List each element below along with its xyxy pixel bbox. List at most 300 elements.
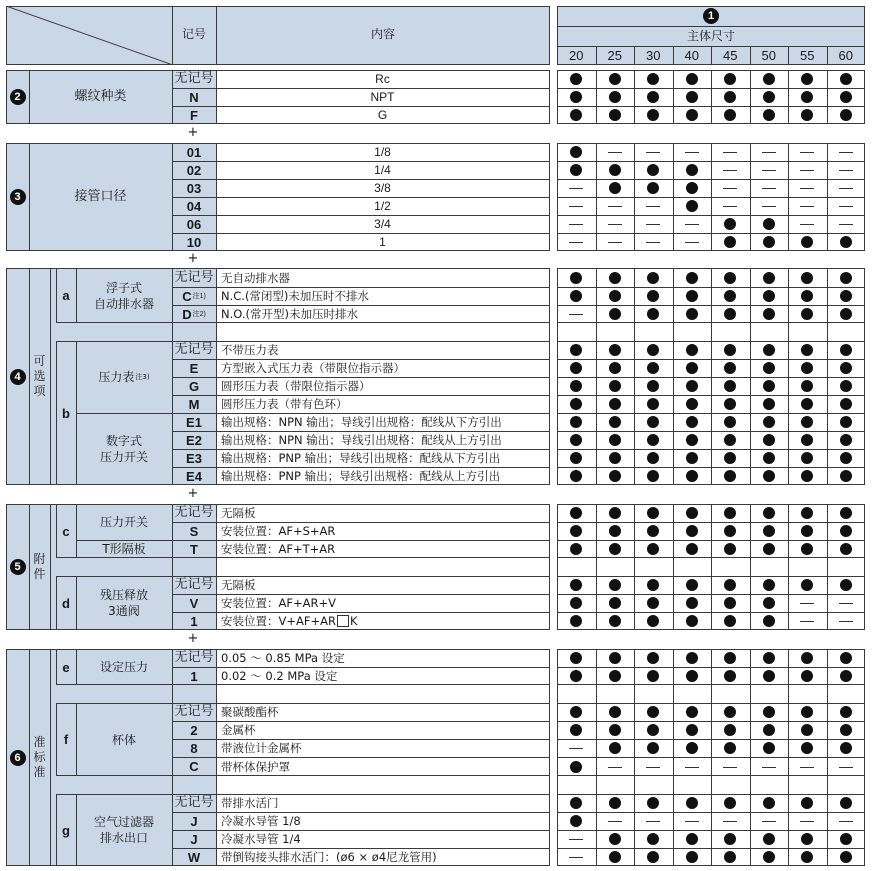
- size-divider: [827, 70, 828, 124]
- option-code: [172, 612, 216, 630]
- option-code-text: 06: [186, 216, 202, 232]
- available-dot: [763, 272, 775, 284]
- size-40-header: 40: [684, 48, 699, 63]
- plus-sign: +: [187, 125, 199, 140]
- size-divider: [596, 46, 597, 65]
- available-dot: [686, 797, 698, 809]
- row-line: [557, 377, 865, 378]
- option-code-text: 1: [190, 613, 198, 629]
- row-line: [557, 830, 865, 831]
- size-divider: [711, 70, 712, 124]
- unavailable-dash: [800, 170, 814, 171]
- available-dot: [609, 579, 621, 591]
- available-dot: [686, 200, 698, 212]
- available-dot: [763, 416, 775, 428]
- size-25-header: 25: [607, 48, 622, 63]
- available-dot: [763, 706, 775, 718]
- row-line: [557, 359, 865, 360]
- option-code-text: M: [188, 396, 200, 412]
- available-dot: [763, 91, 775, 103]
- subsection-f-letter: f: [63, 732, 69, 747]
- available-dot: [609, 380, 621, 392]
- plus-sign: +: [187, 251, 199, 266]
- row-line: [557, 467, 865, 468]
- available-dot: [763, 724, 775, 736]
- available-dot: [763, 670, 775, 682]
- available-dot: [763, 308, 775, 320]
- size-divider: [673, 46, 674, 65]
- size-divider: [827, 576, 828, 630]
- unavailable-dash: [685, 821, 699, 822]
- available-dot: [763, 470, 775, 482]
- available-dot: [570, 761, 582, 773]
- available-dot: [686, 543, 698, 555]
- option-code-text: 无记号: [174, 795, 214, 810]
- unavailable-dash: [762, 152, 776, 153]
- option-code: [172, 233, 216, 251]
- row-line: [557, 215, 865, 216]
- option-description: 1/4: [374, 163, 391, 177]
- option-description: N.O.(常开型)未加压时排水: [221, 307, 358, 321]
- size-divider: [750, 268, 751, 323]
- unavailable-dash: [839, 603, 853, 604]
- size-divider: [788, 576, 789, 630]
- available-dot: [609, 543, 621, 555]
- available-dot: [840, 724, 852, 736]
- available-dot: [686, 164, 698, 176]
- available-dot: [686, 290, 698, 302]
- description-text: 安装位置：V+AF+AR: [221, 614, 336, 628]
- size-divider: [673, 268, 674, 323]
- size-divider: [711, 268, 712, 323]
- size-divider: [673, 70, 674, 124]
- unavailable-dash: [569, 748, 583, 749]
- available-dot: [840, 579, 852, 591]
- available-dot: [763, 833, 775, 845]
- unavailable-dash: [800, 621, 814, 622]
- unavailable-dash: [800, 603, 814, 604]
- size-divider: [788, 70, 789, 124]
- option-code-text: F: [190, 107, 198, 123]
- option-description: NPT: [370, 90, 395, 104]
- available-dot: [840, 73, 852, 85]
- available-dot: [763, 525, 775, 537]
- option-description: 带液位计金属杯: [221, 741, 302, 755]
- footnote-mark: 注2): [192, 311, 206, 318]
- unavailable-dash: [723, 206, 737, 207]
- available-dot: [609, 272, 621, 284]
- available-dot: [763, 742, 775, 754]
- option-code: [172, 287, 216, 305]
- available-dot: [686, 109, 698, 121]
- unavailable-dash: [646, 821, 660, 822]
- size-divider: [788, 46, 789, 65]
- option-code-text: S: [189, 523, 199, 539]
- option-description: 0.02 ～ 0.2 MPa 设定: [221, 669, 338, 683]
- available-dot: [840, 652, 852, 664]
- unavailable-dash: [800, 224, 814, 225]
- option-group-label: [76, 504, 172, 540]
- row-line: [557, 449, 865, 450]
- available-dot: [686, 308, 698, 320]
- option-description: 冷凝水导管 1/4: [221, 832, 301, 846]
- available-dot: [840, 109, 852, 121]
- available-dot: [686, 670, 698, 682]
- row-line: [557, 287, 865, 288]
- option-group-label: [76, 413, 172, 485]
- section-3-number: [6, 143, 29, 251]
- option-code: [172, 106, 216, 124]
- available-dot: [609, 308, 621, 320]
- available-dot: [686, 706, 698, 718]
- footnote-mark: 注3): [135, 373, 150, 381]
- option-group-text: 压力表: [98, 370, 135, 384]
- row-line: [557, 540, 865, 541]
- row-line: [557, 431, 865, 432]
- available-dot: [840, 706, 852, 718]
- available-dot: [763, 615, 775, 627]
- option-code: [172, 395, 216, 413]
- unavailable-dash: [800, 152, 814, 153]
- plus-sign: +: [187, 486, 199, 501]
- subsection-d-letter: d: [62, 595, 70, 611]
- available-dot: [609, 724, 621, 736]
- body-size-label: 主体尺寸: [686, 29, 735, 43]
- option-description: 输出规格：NPN 输出；导线引出规格：配线从上方引出: [221, 433, 502, 447]
- unavailable-dash: [762, 170, 776, 171]
- available-dot: [840, 398, 852, 410]
- content-column-header: 内容: [370, 27, 395, 41]
- unavailable-dash: [839, 170, 853, 171]
- title-divider: [50, 649, 51, 866]
- option-code: [172, 179, 216, 197]
- available-dot: [840, 362, 852, 374]
- available-dot: [686, 579, 698, 591]
- available-dot: [609, 398, 621, 410]
- unavailable-dash: [723, 152, 737, 153]
- option-group-label: [76, 540, 172, 558]
- available-dot: [686, 833, 698, 845]
- option-code-text: E1: [186, 414, 202, 430]
- option-description: 聚碳酸酯杯: [221, 705, 279, 719]
- available-dot: [609, 434, 621, 446]
- option-description: 带倒钩接头排水活门：(ø6 × ø4尼龙管用): [221, 850, 437, 864]
- size-divider: [673, 504, 674, 558]
- available-dot: [609, 452, 621, 464]
- header-diagonal: [6, 6, 173, 65]
- option-code: [172, 794, 216, 812]
- available-dot: [763, 344, 775, 356]
- option-description: 输出规格：PNP 输出；导线引出规格：配线从上方引出: [221, 469, 501, 483]
- option-code-text: T: [190, 541, 198, 557]
- option-group-text: 空气过滤器 排水出口: [93, 815, 154, 845]
- option-code-text: E2: [186, 432, 202, 448]
- size-divider: [750, 46, 751, 65]
- row-line: [557, 757, 865, 758]
- option-group-text: 浮子式 自动排水器: [93, 280, 154, 311]
- available-dot: [609, 344, 621, 356]
- row-line: [557, 667, 865, 668]
- option-description: 3/8: [374, 181, 391, 195]
- unavailable-dash: [839, 621, 853, 622]
- option-code: [172, 467, 216, 485]
- unavailable-dash: [569, 314, 583, 315]
- unavailable-dash: [800, 206, 814, 207]
- size-divider: [827, 46, 828, 65]
- row-line: [557, 612, 865, 613]
- section-5-title: 附件: [33, 552, 46, 581]
- option-description: 方型嵌入式压力表（带限位指示器）: [221, 361, 405, 375]
- size-30-header: 30: [646, 48, 661, 63]
- section-2-title: 螺纹种类: [74, 89, 127, 104]
- size-60-header: 60: [838, 48, 853, 63]
- size-divider: [750, 504, 751, 558]
- option-description: 带排水活门: [221, 796, 279, 810]
- available-dot: [686, 434, 698, 446]
- available-dot: [763, 398, 775, 410]
- available-dot: [647, 272, 659, 284]
- row-line: [557, 739, 865, 740]
- available-dot: [686, 597, 698, 609]
- available-dot: [763, 452, 775, 464]
- option-code: [172, 341, 216, 359]
- option-group-text: T形隔板: [102, 542, 146, 556]
- size-divider: [634, 46, 635, 65]
- subsection-e-letter: e: [62, 659, 70, 675]
- unavailable-dash: [685, 152, 699, 153]
- available-dot: [840, 851, 852, 863]
- available-dot: [686, 380, 698, 392]
- option-code: [172, 757, 216, 776]
- unavailable-dash: [839, 206, 853, 207]
- option-group-label: [76, 703, 172, 776]
- available-dot: [609, 91, 621, 103]
- footnote-mark: 注1): [192, 293, 206, 300]
- unavailable-dash: [723, 188, 737, 189]
- unavailable-dash: [839, 767, 853, 768]
- section-4-number: [6, 268, 29, 485]
- available-dot: [609, 109, 621, 121]
- size-divider: [711, 46, 712, 65]
- option-code-text: C: [182, 288, 192, 304]
- option-description: 1/2: [374, 199, 391, 213]
- available-dot: [840, 470, 852, 482]
- option-description: 安装位置：AF+AR+V: [221, 596, 336, 610]
- row-line: [557, 812, 865, 813]
- option-code-text: 无记号: [174, 704, 214, 719]
- row-line: [557, 305, 865, 306]
- section-5-number: [6, 504, 29, 630]
- unavailable-dash: [762, 206, 776, 207]
- unavailable-dash: [646, 224, 660, 225]
- number-3-badge: 3: [10, 189, 26, 205]
- section-4-title: 可选项: [33, 354, 46, 398]
- unavailable-dash: [608, 206, 622, 207]
- option-description: 1/8: [374, 145, 391, 159]
- option-code-text: E3: [186, 450, 202, 466]
- available-dot: [840, 797, 852, 809]
- unavailable-dash: [800, 767, 814, 768]
- available-dot: [840, 452, 852, 464]
- available-dot: [763, 851, 775, 863]
- size-divider: [788, 504, 789, 558]
- option-code-text: 无记号: [174, 269, 214, 285]
- number-6-badge: 6: [10, 750, 26, 766]
- available-dot: [686, 73, 698, 85]
- option-description: 输出规格：PNP 输出；导线引出规格：配线从下方引出: [221, 451, 501, 465]
- section-3-title: 接管口径: [74, 189, 127, 204]
- unavailable-dash: [608, 767, 622, 768]
- size-divider: [673, 576, 674, 630]
- unavailable-dash: [569, 857, 583, 858]
- option-code-text: 1: [190, 668, 198, 684]
- available-dot: [686, 724, 698, 736]
- available-dot: [686, 362, 698, 374]
- available-dot: [686, 452, 698, 464]
- row-line: [557, 721, 865, 722]
- available-dot: [763, 380, 775, 392]
- available-dot: [609, 652, 621, 664]
- unavailable-dash: [646, 206, 660, 207]
- size-divider: [750, 70, 751, 124]
- option-code: [172, 848, 216, 866]
- row-line: [557, 522, 865, 523]
- available-dot: [609, 164, 621, 176]
- available-dot: [763, 579, 775, 591]
- unavailable-dash: [685, 767, 699, 768]
- option-description: 3/4: [374, 217, 391, 231]
- available-dot: [763, 543, 775, 555]
- number-1-badge: 1: [703, 8, 719, 24]
- available-dot: [840, 833, 852, 845]
- row-line: [557, 233, 865, 234]
- subsection-a-letter: a: [62, 288, 70, 303]
- option-code: [172, 504, 216, 522]
- available-dot: [609, 833, 621, 845]
- available-dot: [609, 362, 621, 374]
- option-description: N.C.(常闭型)未加压时不排水: [221, 289, 369, 303]
- option-code-text: 无记号: [174, 505, 214, 520]
- option-code: [172, 449, 216, 467]
- option-code-text: J: [190, 831, 198, 847]
- available-dot: [840, 290, 852, 302]
- unavailable-dash: [839, 821, 853, 822]
- available-dot: [840, 507, 852, 519]
- unavailable-dash: [569, 242, 583, 243]
- option-code-text: 8: [190, 740, 198, 756]
- option-code: [172, 667, 216, 685]
- subsection-b-letter: b: [62, 405, 70, 421]
- available-dot: [609, 507, 621, 519]
- row-line: [557, 88, 865, 89]
- size-divider: [634, 70, 635, 124]
- option-code-text: 04: [186, 198, 202, 214]
- unavailable-dash: [569, 188, 583, 189]
- available-dot: [840, 272, 852, 284]
- unavailable-dash: [723, 821, 737, 822]
- unavailable-dash: [685, 242, 699, 243]
- option-description: Rc: [375, 72, 390, 86]
- option-description: 圆形压力表（带有色环）: [221, 397, 348, 411]
- description-text: K: [349, 614, 358, 628]
- option-code: [172, 143, 216, 161]
- size-divider: [596, 576, 597, 630]
- option-code-text: 无记号: [174, 342, 214, 357]
- plus-sign: +: [187, 631, 199, 646]
- available-dot: [686, 470, 698, 482]
- available-dot: [686, 416, 698, 428]
- available-dot: [686, 507, 698, 519]
- option-group-text: 设定压力: [99, 660, 148, 674]
- available-dot: [840, 308, 852, 320]
- unavailable-dash: [762, 767, 776, 768]
- option-code: [172, 812, 216, 830]
- available-dot: [840, 91, 852, 103]
- option-code: [172, 576, 216, 594]
- available-dot: [686, 652, 698, 664]
- size-divider: [596, 70, 597, 124]
- unavailable-dash: [569, 206, 583, 207]
- row-line: [557, 395, 865, 396]
- available-dot: [686, 615, 698, 627]
- option-code: [172, 268, 216, 287]
- option-code: [172, 739, 216, 757]
- option-code: [172, 197, 216, 215]
- available-dot: [763, 434, 775, 446]
- available-dot: [763, 362, 775, 374]
- available-dot: [609, 851, 621, 863]
- option-group-text: 压力开关: [99, 515, 148, 529]
- option-description: 0.05 ～ 0.85 MPa 设定: [221, 651, 345, 665]
- number-2-badge: 2: [10, 89, 26, 105]
- unavailable-dash: [608, 242, 622, 243]
- option-group-label: [76, 268, 172, 323]
- option-group-text: 残压释放 3通阀: [99, 588, 148, 618]
- option-description: 安装位置：AF+S+AR: [221, 524, 336, 538]
- available-dot: [763, 73, 775, 85]
- number-4-badge: 4: [10, 369, 26, 385]
- row-line: [557, 197, 865, 198]
- size-divider: [634, 576, 635, 630]
- available-dot: [840, 344, 852, 356]
- option-description: 不带压力表: [221, 343, 279, 357]
- unavailable-dash: [608, 224, 622, 225]
- row-line: [557, 161, 865, 162]
- option-description: 带杯体保护罩: [221, 759, 290, 774]
- available-dot: [801, 272, 813, 284]
- option-code: [172, 649, 216, 667]
- option-code-text: N: [189, 89, 199, 105]
- size-divider: [711, 576, 712, 630]
- available-dot: [840, 543, 852, 555]
- option-code-text: G: [188, 378, 200, 394]
- available-dot: [609, 670, 621, 682]
- available-dot: [763, 236, 775, 248]
- available-dot: [609, 597, 621, 609]
- size-divider: [634, 504, 635, 558]
- option-code-text: 无记号: [174, 577, 214, 592]
- option-description: 冷凝水导管 1/8: [221, 814, 301, 828]
- option-code-text: 01: [186, 144, 202, 160]
- available-dot: [840, 380, 852, 392]
- available-dot: [609, 615, 621, 627]
- option-code: [172, 88, 216, 106]
- blank-box-symbol: [337, 615, 349, 627]
- row-line: [557, 106, 865, 107]
- row-line: [557, 848, 865, 849]
- available-dot: [609, 470, 621, 482]
- body-size-badge: [557, 7, 865, 24]
